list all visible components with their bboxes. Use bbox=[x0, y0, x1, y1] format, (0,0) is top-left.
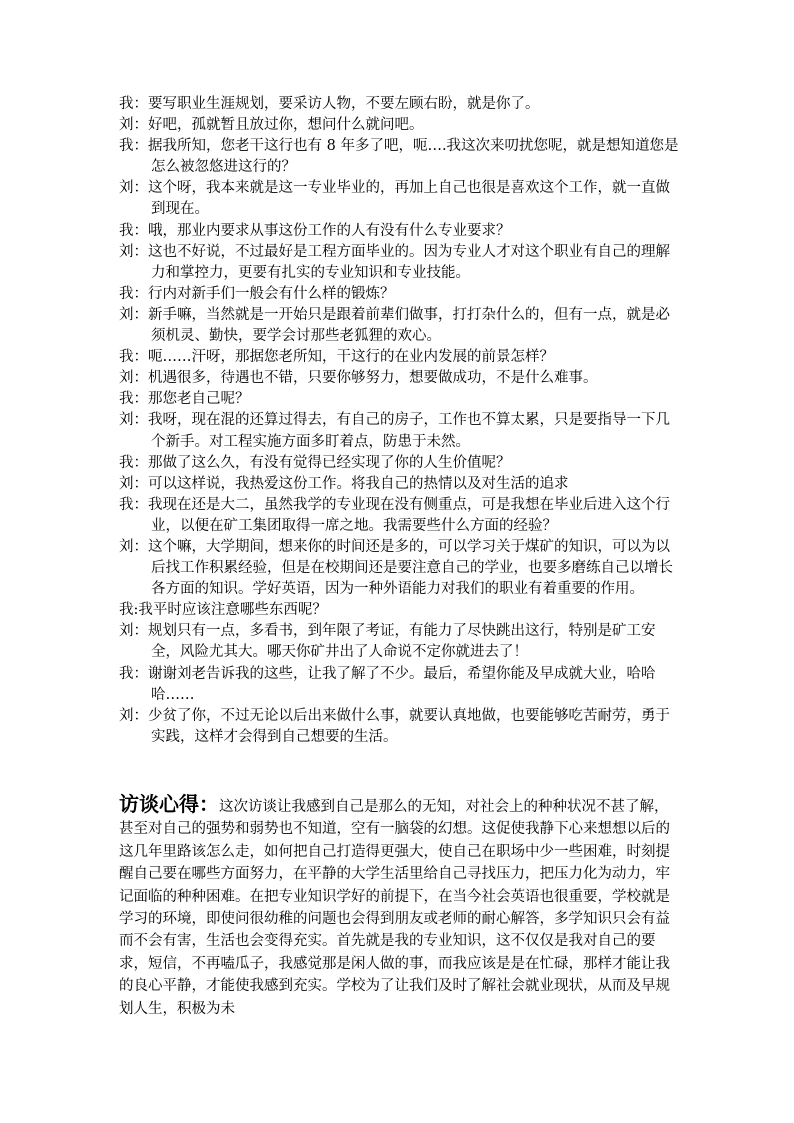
speaker-label: 刘： bbox=[119, 412, 148, 429]
dialogue-text: 新手嘛，当然就是一开始只是跟着前辈们做事，打打杂什么的，但有一点，就是必须机灵、勤快，要学会讨那些老狐狸的欢心。 bbox=[148, 306, 670, 345]
speaker-label: 刘： bbox=[119, 117, 148, 134]
speaker-label: 我： bbox=[119, 496, 148, 513]
speaker-label: 刘： bbox=[119, 707, 148, 724]
interview-dialogue bbox=[119, 94, 679, 748]
dialogue-line bbox=[119, 537, 679, 600]
dialogue-line bbox=[119, 94, 679, 115]
dialogue-line bbox=[119, 242, 679, 284]
dialogue-line bbox=[119, 495, 679, 537]
speaker-label: 我: bbox=[119, 602, 139, 619]
dialogue-line bbox=[119, 115, 679, 136]
reflection-heading: 访谈心得： bbox=[119, 792, 219, 816]
speaker-label: 刘： bbox=[119, 306, 148, 323]
dialogue-line bbox=[119, 474, 679, 495]
speaker-label: 我： bbox=[119, 349, 148, 366]
dialogue-text: 这也不好说，不过最好是工程方面毕业的。因为专业人才对这个职业有自己的理解力和掌控力，更要有扎实的专业知识和专业技能。 bbox=[148, 243, 670, 281]
dialogue-text: 我平时应该注意哪些东西呢？ bbox=[138, 602, 327, 619]
speaker-label: 我： bbox=[119, 222, 148, 239]
dialogue-text: 好吧，孤就暂且放过你，想问什么就问吧。 bbox=[148, 117, 424, 134]
reflection-paragraph bbox=[119, 793, 679, 1020]
dialogue-text: 要写职业生涯规划，要采访人物，不要左顾右盼，就是你了。 bbox=[148, 96, 540, 112]
dialogue-text: 谢谢刘老告诉我的这些，让我了解了不少。最后，希望你能及早成就大业，哈哈哈…… bbox=[148, 665, 656, 703]
dialogue-text: 我现在还是大二，虽然我学的专业现在没有侧重点，可是我想在毕业后进入这个行业，以便在矿工集团取得一席之地。我需要些什么方面的经验？ bbox=[148, 496, 670, 534]
speaker-label: 我： bbox=[119, 285, 148, 302]
dialogue-line bbox=[119, 178, 679, 220]
dialogue-text: 那做了这么久，有没有觉得已经实现了你的人生价值呢？ bbox=[148, 454, 511, 471]
speaker-label: 刘： bbox=[119, 243, 148, 260]
dialogue-line bbox=[119, 410, 679, 452]
dialogue-text: 这个嘛，大学期间，想来你的时间还是多的，可以学习关于煤矿的知识，可以为以后找工作积累经验，但是在校期间还是要注意自己的学业，也要多磨练自己以增长各方面的知识。学好英语，因为一种外语能力对我们的职业有着重要的作用。 bbox=[148, 538, 673, 598]
dialogue-line bbox=[119, 621, 679, 663]
dialogue-text: 据我所知，您老干这行也有 8 年多了吧，呃….我这次来叨扰您呢，就是想知道您是怎么被忽悠进这行的？ bbox=[148, 138, 679, 176]
speaker-label: 我： bbox=[119, 96, 148, 112]
dialogue-line bbox=[119, 368, 679, 389]
dialogue-text: 机遇很多，待遇也不错，只要你够努力，想要做成功，不是什么难事。 bbox=[148, 370, 598, 387]
dialogue-line bbox=[119, 453, 679, 474]
dialogue-text: 规划只有一点，多看书，到年限了考证，有能力了尽快跳出这行，特别是矿工安全，风险尤其大。哪天你矿井出了人命说不定你就进去了！ bbox=[148, 623, 656, 661]
speaker-label: 刘： bbox=[119, 623, 148, 640]
dialogue-text: 行内对新手们一般会有什么样的锻炼？ bbox=[148, 285, 395, 302]
dialogue-line bbox=[119, 305, 679, 347]
dialogue-line bbox=[119, 389, 679, 410]
speaker-label: 刘： bbox=[119, 475, 148, 492]
dialogue-line bbox=[119, 284, 679, 305]
dialogue-text: 这个呀，我本来就是这一专业毕业的，再加上自己也很是喜欢这个工作，就一直做到现在。 bbox=[148, 180, 670, 218]
dialogue-text: 呃……汗呀，那据您老所知，干这行的在业内发展的前景怎样？ bbox=[148, 349, 554, 366]
speaker-label: 我： bbox=[119, 665, 148, 682]
speaker-label: 刘： bbox=[119, 538, 148, 555]
dialogue-text: 少贫了你，不过无论以后出来做什么事，就要认真地做，也要能够吃苦耐劳，勇于实践，这样才会得到自己想要的生活。 bbox=[148, 707, 670, 745]
speaker-label: 刘： bbox=[119, 180, 148, 197]
dialogue-text: 哦，那业内要求从事这份工作的人有没有什么专业要求？ bbox=[148, 222, 511, 239]
dialogue-line bbox=[119, 136, 679, 178]
dialogue-text: 可以这样说，我热爱这份工作。将我自己的热情以及对生活的追求 bbox=[148, 475, 569, 492]
speaker-label: 刘： bbox=[119, 370, 148, 387]
dialogue-line bbox=[119, 221, 679, 242]
dialogue-line bbox=[119, 600, 679, 621]
reflection-body: 这次访谈让我感到自己是那么的无知，对社会上的种种状况不甚了解，甚至对自己的强势和弱势也不知道，空有一脑袋的幻想。这促使我静下心来想想以后的这几年里路该怎么走，如何把自己打造得更强大，使自己在职场中少一些困难，时刻提醒自己要在哪些方面努力，在平静的大学生活里给自己寻找压力，把压力化为动力，牢记面临的种种困难。在把专业知识学好的前提下，在当今社会英语也很重要，学校就是学习的环境，即使问很幼稚的问题也会得到朋友或老师的耐心解答，多学知识只会有益而不会有害，生活也会变得充实。首先就是我的专业知识，这不仅仅是我对自己的要求，短信，不再嗑瓜子，我感觉那是闲人做的事，而我应该是是在忙碌，那样才能让我的良心平静，才能使我感到充实。学校为了让我们及时了解社会就业现状，从而及早规划人生，积极为未 bbox=[119, 799, 670, 1017]
dialogue-text: 那您老自己呢？ bbox=[148, 391, 250, 408]
dialogue-text: 我呀，现在混的还算过得去，有自己的房子，工作也不算太累，只是要指导一下几个新手。对工程实施方面多盯着点，防患于未然。 bbox=[148, 412, 670, 450]
speaker-label: 我： bbox=[119, 454, 148, 471]
dialogue-line bbox=[119, 347, 679, 368]
dialogue-line bbox=[119, 664, 679, 706]
speaker-label: 我： bbox=[119, 391, 148, 408]
dialogue-line bbox=[119, 706, 679, 748]
speaker-label: 我： bbox=[119, 138, 148, 155]
